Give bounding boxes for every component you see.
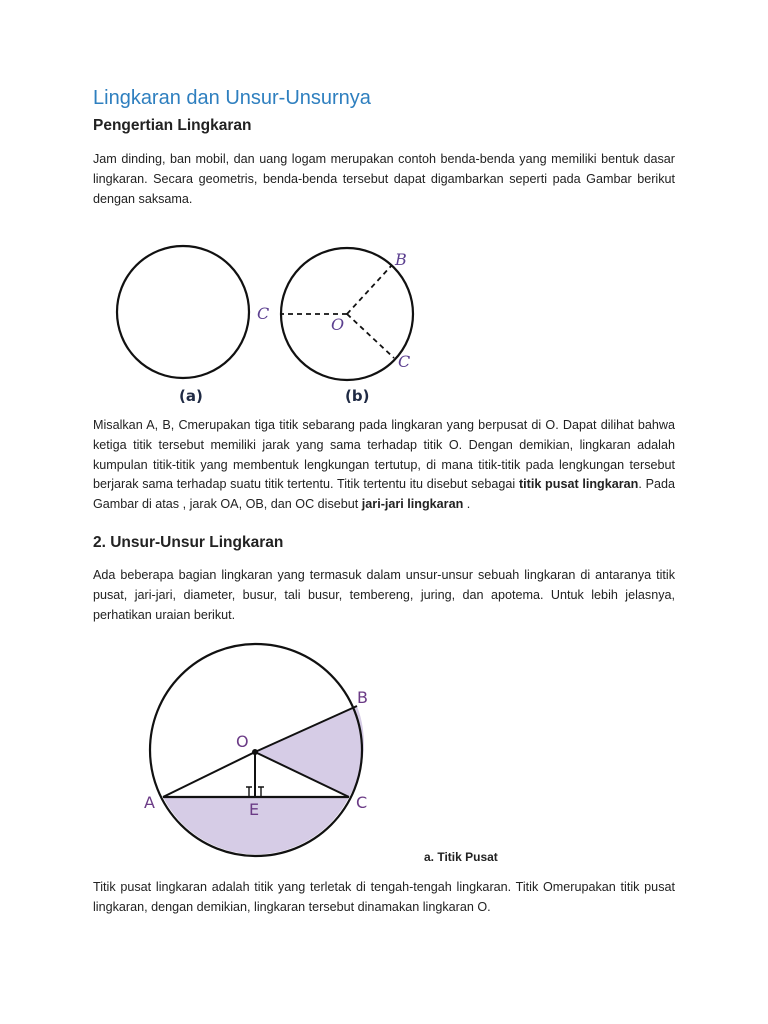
label-figure-a: (a) — [179, 387, 203, 405]
radius-ob — [347, 265, 392, 314]
definition-text-3: . — [463, 497, 471, 512]
section-heading-pengertian: Pengertian Lingkaran — [93, 117, 252, 134]
definition-text-1: Misalkan A, B, Cmerupakan tiga titik sebarang pada lingkaran yang berpusat di O. Dapat dilihat bahwa ketiga titik tersebut memiliki jarak yang sama terhadap titik O. Dengan demikian, lingkaran adalah kumpulan titik-titik yang membentuk lengkungan tertutup, di mana titik-titik pada lengkungan tersebut berjarak sama terhadap suatu titik tertentu. Titik tertentu itu disebut sebagai — [93, 418, 675, 492]
unsur-intro-paragraph: Ada beberapa bagian lingkaran yang termasuk dalam unsur-unsur sebuah lingkaran di antaranya titik pusat, jari-jari, diameter, busur, tali busur, tembereng, juring, dan apotema. Untuk lebih jelasnya, perhatikan uraian berikut. — [93, 568, 675, 622]
section-heading-unsur: 2. Unsur-Unsur Lingkaran — [93, 534, 284, 551]
caption-titik-pusat: a. Titik Pusat — [424, 850, 498, 864]
radius-oa — [163, 752, 255, 797]
circle-a — [117, 246, 249, 378]
label-a-2: A — [144, 793, 155, 812]
page-title: Lingkaran dan Unsur-Unsurnya — [93, 87, 371, 109]
label-c-left: C — [257, 304, 270, 323]
titik-pusat-paragraph: Titik pusat lingkaran adalah titik yang terletak di tengah-tengah lingkaran. Titik Omerupakan titik pusat lingkaran, dengan demikian, lingkaran tersebut dinamakan lingkaran O. — [93, 880, 675, 914]
term-titik-pusat: titik pusat lingkaran — [518, 477, 639, 492]
definition-text-2: . Pada Gambar di atas , jarak OA, OB, dan OC disebut — [93, 477, 675, 512]
label-o-2: O — [236, 732, 249, 751]
label-o: O — [331, 315, 345, 334]
shaded-sector — [255, 706, 364, 797]
intro-paragraph: Jam dinding, ban mobil, dan uang logam merupakan contoh benda-benda yang memiliki bentuk dasar lingkaran. Secara geometris, benda-benda tersebut dapat digambarkan seperti pada Gambar berikut dengan saksama. — [93, 152, 675, 206]
figure-unsur-lingkaran — [150, 644, 364, 856]
label-b-2: B — [357, 688, 368, 707]
label-c-right: C — [398, 352, 411, 371]
label-e-2: E — [249, 800, 260, 819]
term-jari-jari: jari-jari lingkaran — [361, 497, 464, 512]
label-figure-b: (b) — [345, 387, 370, 405]
radius-oc-right — [347, 314, 394, 358]
center-point-o — [252, 749, 258, 755]
label-c-2: C — [356, 793, 368, 812]
label-b: B — [395, 250, 407, 269]
definition-paragraph — [93, 416, 675, 515]
